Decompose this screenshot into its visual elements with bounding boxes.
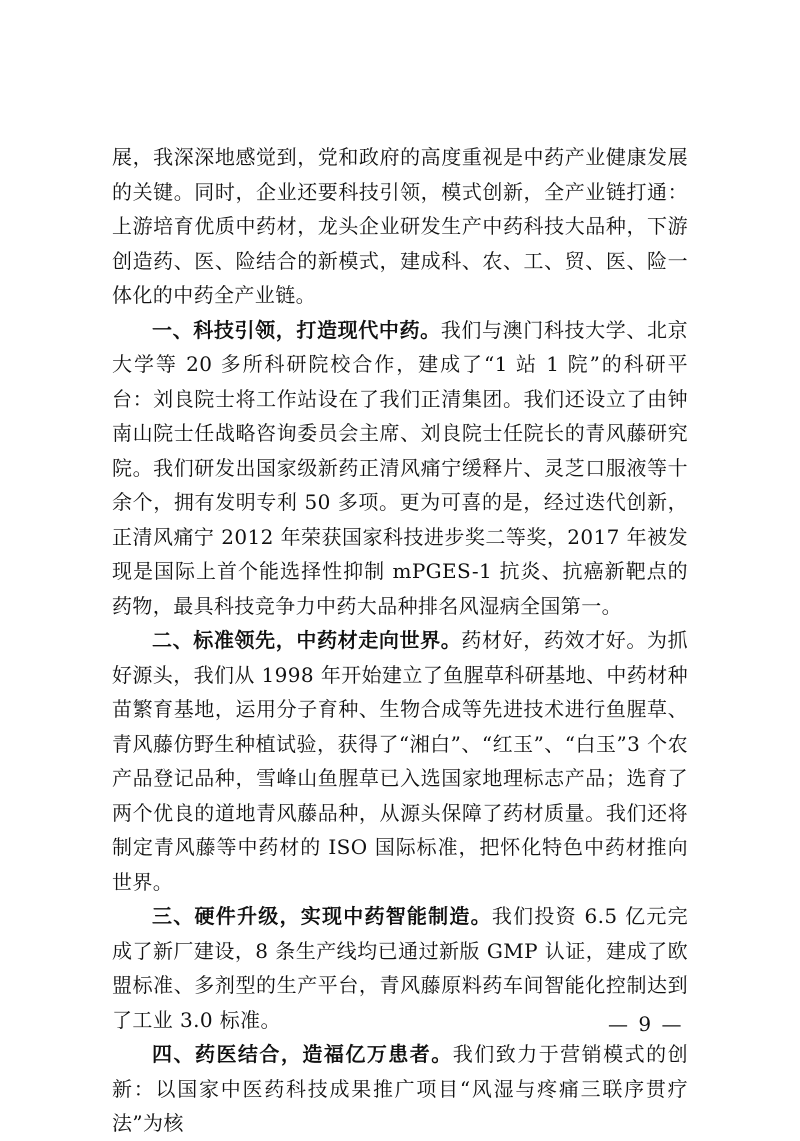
paragraph-section-1 (112, 313, 688, 624)
paragraph-text: 我们致力于营销模式的创新：以国家中医药科技成果推广项目“风湿与疼痛三联序贯疗法”为核 (112, 1042, 688, 1135)
section-heading: 四、药医结合，造福亿万患者。 (152, 1042, 453, 1066)
section-heading: 二、标准领先，中药材走向世界。 (152, 628, 462, 652)
paragraph-text: 药材好，药效才好。为抓好源头，我们从 1998 年开始建立了鱼腥草科研基地、中药材种苗繁育基地，运用分子育种、生物合成等先进技术进行鱼腥草、青风藤仿野生种植试验，获得了“湘白”、“红玉”、“白玉”3 个农产品登记品种，雪峰山鱼腥草已入选国家地理标志产品；选育了两个优良的道地青风藤品种，从源头保障了药材质量。我们还将制定青风藤等中药材的 ISO 国际标准，把怀化特色中药材推向世界。 (112, 628, 689, 894)
paragraph-section-4 (112, 1037, 688, 1141)
page-number: — 9 — (608, 1012, 684, 1036)
paragraph-section-2 (112, 623, 688, 899)
section-heading: 一、科技引领，打造现代中药。 (152, 317, 441, 342)
paragraph-text: 我们与澳门科技大学、北京大学等 20 多所科研院校合作，建成了“1 站 1 院”的科研平台：刘良院士将工作站设在了我们正清集团。我们还设立了由钟南山院士任战略咨询委员会主席、刘良院士任院长的青风藤研究院。我们研发出国家级新药正清风痛宁缓释片、灵芝口服液等十余个，拥有发明专利 50 多项。更为可喜的是，经过迭代创新，正清风痛宁 2012 年荣获国家科技进步奖二等奖，2017 年被发现是国际上首个能选择性抑制 mPGES-1 抗炎、抗癌新靶点的药物，最具科技竞争力中药大品种排名风湿病全国第一。 (112, 317, 688, 618)
paragraph-intro (112, 140, 688, 313)
paragraph-text: 我们投资 6.5 亿元完成了新厂建设，8 条生产线均已通过新版 GMP 认证，建成了欧盟标准、多剂型的生产平台，青风藤原料药车间智能化控制达到了工业 3.0 标准。 (112, 904, 688, 1032)
section-heading: 三、硬件升级，实现中药智能制造。 (152, 904, 492, 928)
paragraph-text: 展，我深深地感觉到，党和政府的高度重视是中药产业健康发展的关键。同时，企业还要科技引领，模式创新，全产业链打通：上游培育优质中药材，龙头企业研发生产中药科技大品种，下游创造药、医、险结合的新模式，建成科、农、工、贸、医、险一体化的中药全产业链。 (112, 145, 688, 307)
document-body (112, 140, 688, 1141)
paragraph-section-3 (112, 899, 688, 1037)
